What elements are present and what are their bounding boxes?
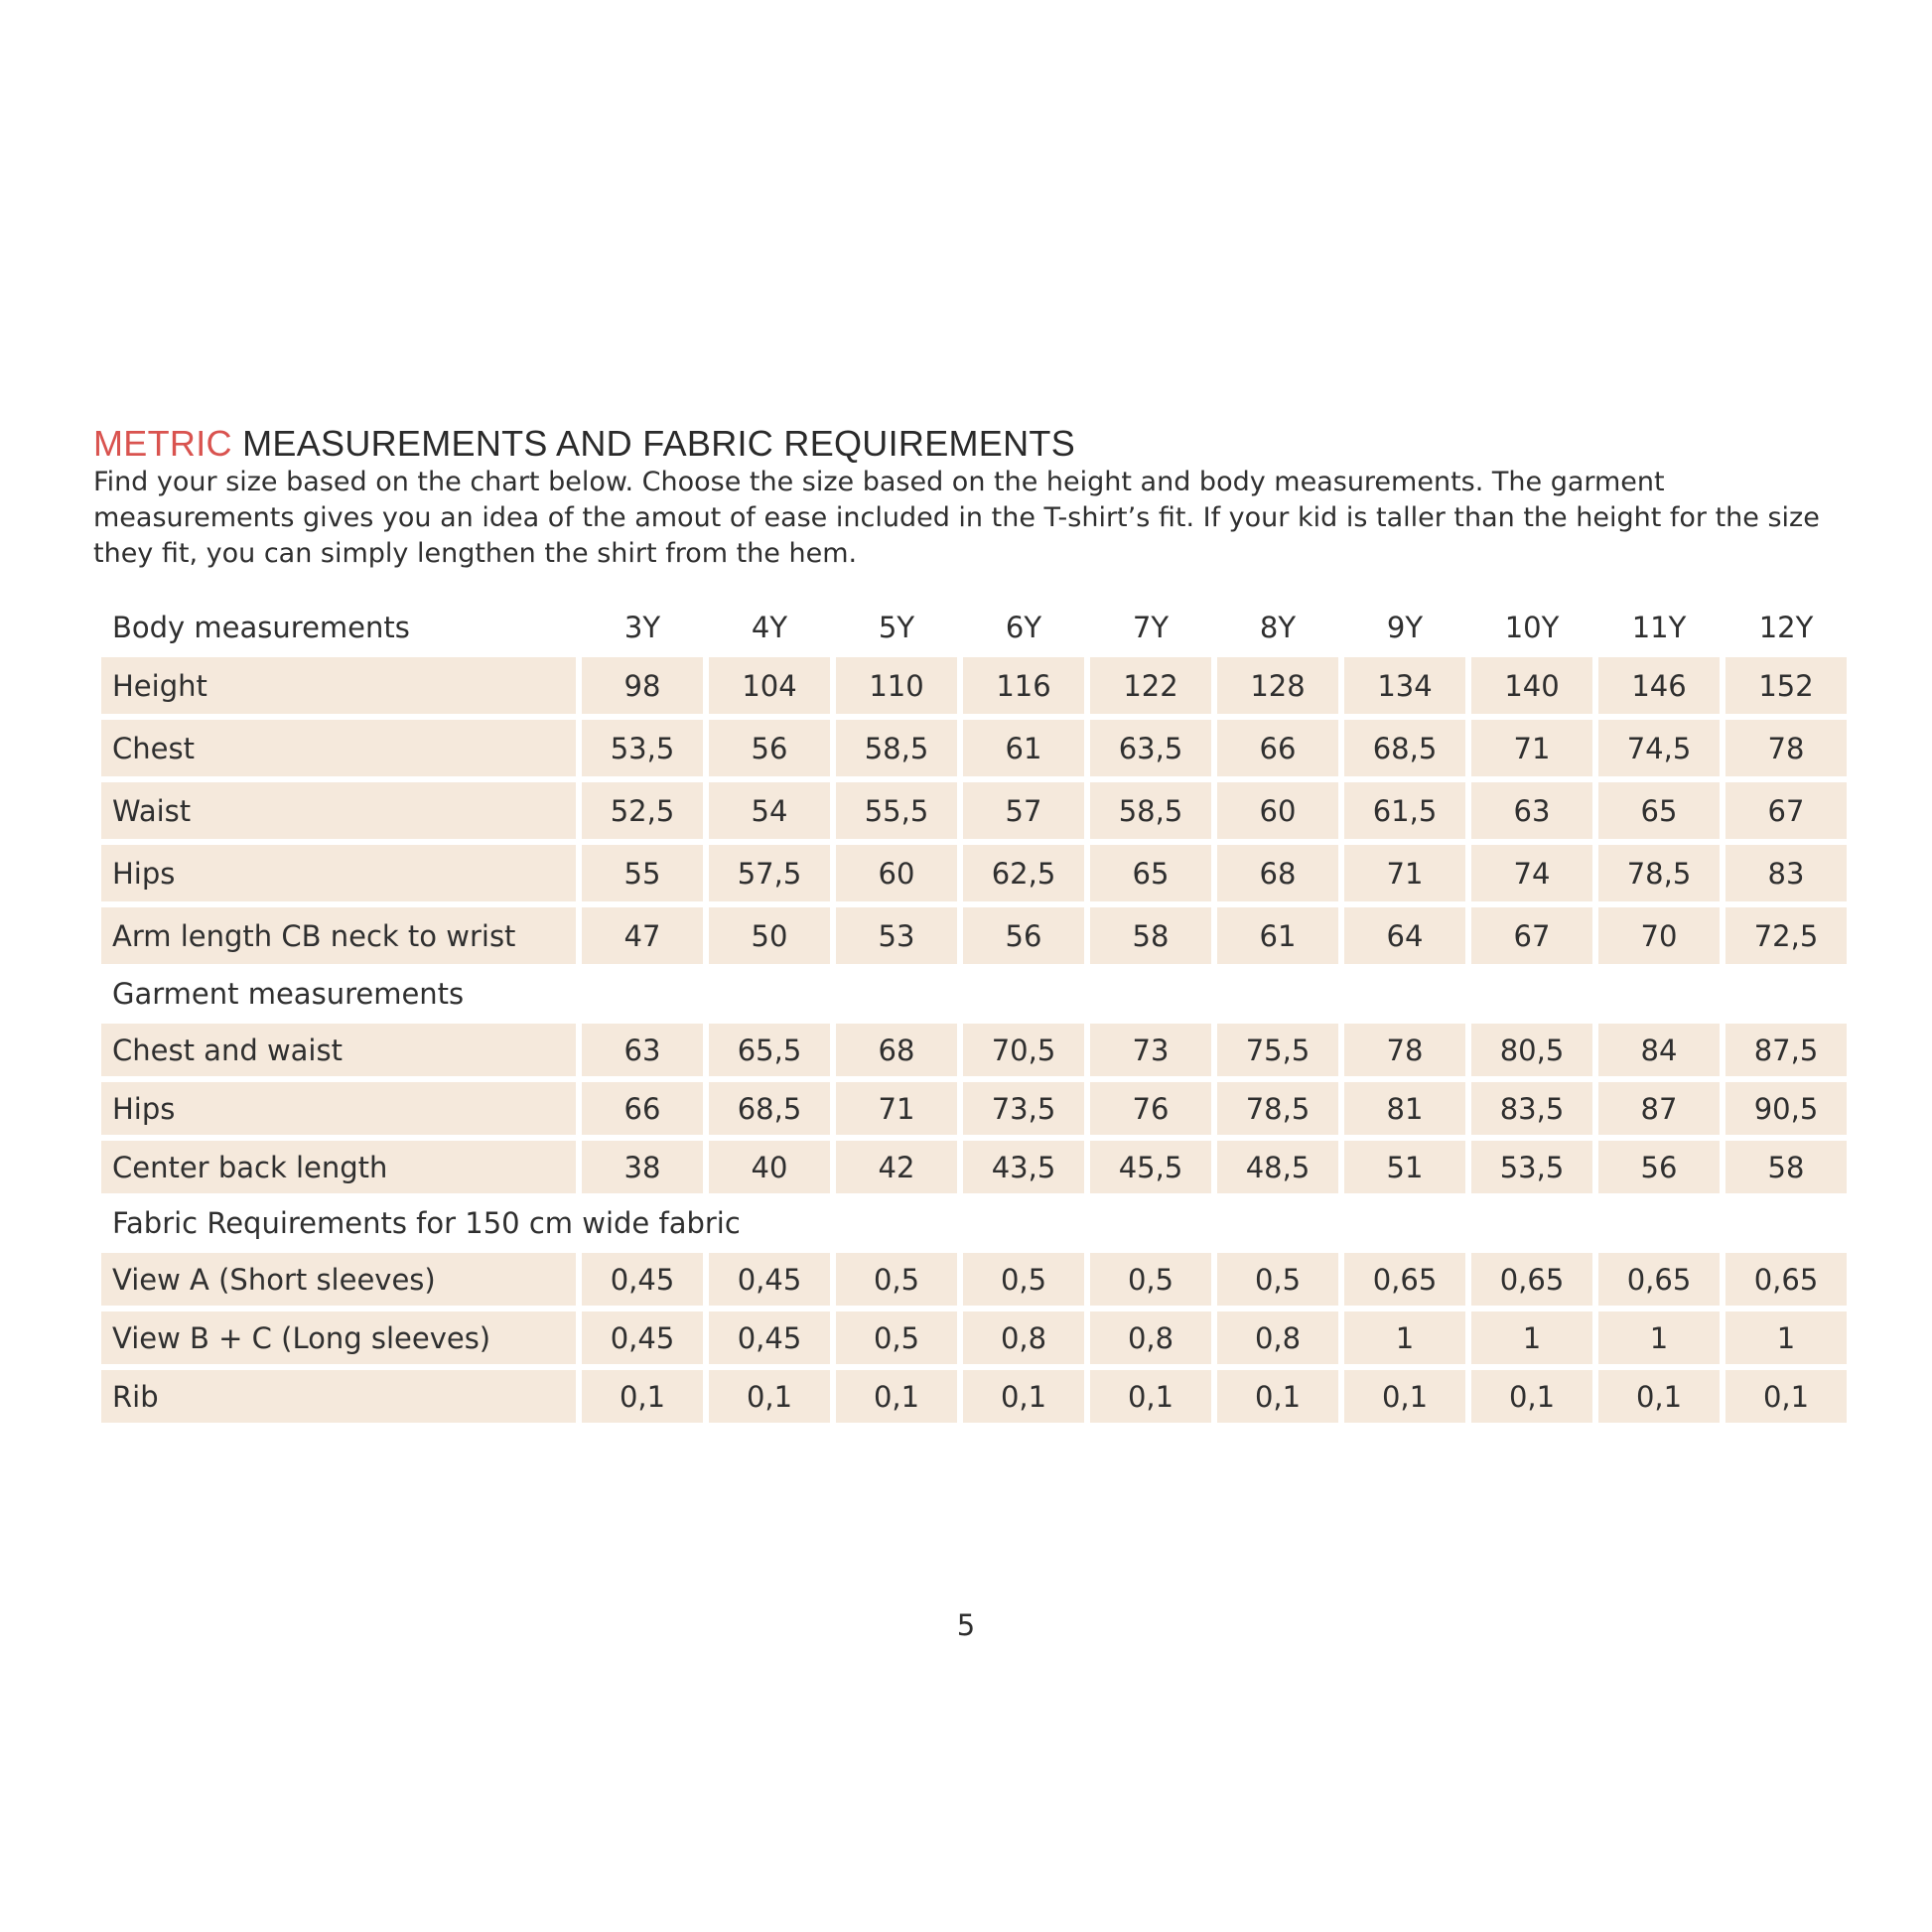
table-cell: 52,5 [582,782,703,839]
table-cell: 63 [1471,782,1592,839]
size-header: 4Y [751,611,788,644]
table-cell: 0,65 [1725,1253,1847,1306]
table-cell: 67 [1471,907,1592,964]
table-cell: 0,45 [582,1253,703,1306]
table-cell: 146 [1598,657,1720,714]
row-label: Hips [101,1082,576,1135]
table-cell: 40 [709,1141,830,1193]
table-cell: 66 [1217,720,1338,776]
table-cell: 87,5 [1725,1024,1847,1076]
table-cell: 66 [582,1082,703,1135]
table-cell: 58 [1725,1141,1847,1193]
table-cell: 0,1 [1598,1370,1720,1423]
table-cell: 75,5 [1217,1024,1338,1076]
size-header: 7Y [1132,611,1170,644]
table-cell: 0,5 [1090,1253,1211,1306]
row-label: Height [101,657,576,714]
table-row-height [101,657,1847,714]
table-cell: 152 [1725,657,1847,714]
table-row-view-a [101,1253,1847,1306]
size-header: 9Y [1386,611,1424,644]
table-cell: 0,1 [1217,1370,1338,1423]
table-cell: 48,5 [1217,1141,1338,1193]
table-cell: 63 [582,1024,703,1076]
table-cell: 65 [1090,845,1211,901]
table-cell: 78 [1344,1024,1465,1076]
table-row-view-b-c [101,1311,1847,1364]
size-header: 8Y [1259,611,1297,644]
row-label: Chest [101,720,576,776]
table-cell: 70,5 [963,1024,1084,1076]
row-label: Waist [101,782,576,839]
size-header: 11Y [1631,611,1687,644]
table-cell: 74 [1471,845,1592,901]
row-label: Arm length CB neck to wrist [101,907,576,964]
table-cell: 140 [1471,657,1592,714]
table-row-rib [101,1370,1847,1423]
table-cell: 0,45 [709,1311,830,1364]
table-row-chest-and-waist [101,1024,1847,1076]
row-label: View B + C (Long sleeves) [101,1311,576,1364]
size-header-row [101,604,1847,651]
table-cell: 104 [709,657,830,714]
section-title-garment: Garment measurements [112,977,465,1011]
table-cell: 0,1 [582,1370,703,1423]
table-cell: 78,5 [1217,1082,1338,1135]
table-cell: 0,65 [1598,1253,1720,1306]
table-cell: 76 [1090,1082,1211,1135]
table-cell: 43,5 [963,1141,1084,1193]
table-row-garment-hips [101,1082,1847,1135]
table-cell: 68,5 [709,1082,830,1135]
table-cell: 0,1 [1344,1370,1465,1423]
row-label: Hips [101,845,576,901]
size-header: 3Y [623,611,661,644]
table-cell: 0,8 [963,1311,1084,1364]
table-cell: 1 [1471,1311,1592,1364]
table-cell: 62,5 [963,845,1084,901]
table-cell: 71 [1471,720,1592,776]
table-cell: 56 [1598,1141,1720,1193]
table-cell: 83,5 [1471,1082,1592,1135]
table-cell: 0,1 [1090,1370,1211,1423]
table-cell: 56 [963,907,1084,964]
table-cell: 55 [582,845,703,901]
table-row-center-back-length [101,1141,1847,1193]
section-row-fabric [101,1199,1847,1247]
table-cell: 53,5 [1471,1141,1592,1193]
table-cell: 55,5 [836,782,957,839]
table-row-arm-length [101,907,1847,964]
section-title-fabric: Fabric Requirements for 150 cm wide fabric [112,1206,741,1240]
table-cell: 73,5 [963,1082,1084,1135]
table-cell: 58,5 [1090,782,1211,839]
table-cell: 64 [1344,907,1465,964]
table-cell: 58,5 [836,720,957,776]
table-row-hips [101,845,1847,901]
table-cell: 98 [582,657,703,714]
table-cell: 60 [1217,782,1338,839]
table-cell: 73 [1090,1024,1211,1076]
table-cell: 1 [1725,1311,1847,1364]
row-label: Center back length [101,1141,576,1193]
table-cell: 0,1 [709,1370,830,1423]
row-label: Chest and waist [101,1024,576,1076]
size-header: 5Y [878,611,915,644]
table-cell: 54 [709,782,830,839]
table-cell: 0,45 [582,1311,703,1364]
page-heading [93,423,1075,465]
intro-paragraph: Find your size based on the chart below. Choose the size based on the height and body measurements. The garment measurements gives you an idea of the amout of ease included in the T-shirt’s fit. If your kid is taller than the height for the size they fit, you can simply lengthen the shirt from the hem. [93,467,1820,569]
table-cell: 57,5 [709,845,830,901]
table-cell: 65 [1598,782,1720,839]
table-cell: 84 [1598,1024,1720,1076]
table-cell: 68 [1217,845,1338,901]
table-cell: 128 [1217,657,1338,714]
table-cell: 53 [836,907,957,964]
size-header: 6Y [1005,611,1042,644]
table-cell: 122 [1090,657,1211,714]
table-cell: 50 [709,907,830,964]
table-cell: 51 [1344,1141,1465,1193]
table-cell: 0,5 [836,1311,957,1364]
row-label: Rib [101,1370,576,1423]
table-cell: 90,5 [1725,1082,1847,1135]
table-cell: 68 [836,1024,957,1076]
table-cell: 53,5 [582,720,703,776]
table-cell: 80,5 [1471,1024,1592,1076]
section-row-garment [101,970,1847,1018]
table-cell: 1 [1344,1311,1465,1364]
table-cell: 0,1 [1471,1370,1592,1423]
table-row-waist [101,782,1847,839]
table-cell: 67 [1725,782,1847,839]
table-cell: 1 [1598,1311,1720,1364]
table-cell: 61 [963,720,1084,776]
table-cell: 42 [836,1141,957,1193]
table-cell: 0,65 [1344,1253,1465,1306]
page-number: 5 [956,1608,976,1642]
table-cell: 38 [582,1141,703,1193]
table-cell: 58 [1090,907,1211,964]
table-cell: 0,5 [836,1253,957,1306]
table-row-chest [101,720,1847,776]
table-cell: 0,65 [1471,1253,1592,1306]
table-cell: 61 [1217,907,1338,964]
table-cell: 0,1 [836,1370,957,1423]
table-cell: 0,5 [1217,1253,1338,1306]
size-header: 10Y [1504,611,1560,644]
table-cell: 68,5 [1344,720,1465,776]
table-cell: 116 [963,657,1084,714]
table-cell: 61,5 [1344,782,1465,839]
table-cell: 78 [1725,720,1847,776]
table-cell: 63,5 [1090,720,1211,776]
table-cell: 0,5 [963,1253,1084,1306]
table-cell: 65,5 [709,1024,830,1076]
table-cell: 0,8 [1090,1311,1211,1364]
table-cell: 47 [582,907,703,964]
table-cell: 0,8 [1217,1311,1338,1364]
table-cell: 72,5 [1725,907,1847,964]
table-cell: 71 [1344,845,1465,901]
table-cell: 56 [709,720,830,776]
size-chart-table [95,598,1853,1429]
table-cell: 57 [963,782,1084,839]
table-cell: 70 [1598,907,1720,964]
table-cell: 45,5 [1090,1141,1211,1193]
heading-accent: METRIC [93,423,232,464]
section-title-body: Body measurements [112,611,410,644]
table-cell: 87 [1598,1082,1720,1135]
table-cell: 74,5 [1598,720,1720,776]
table-cell: 60 [836,845,957,901]
table-cell: 134 [1344,657,1465,714]
size-header: 12Y [1758,611,1814,644]
table-cell: 71 [836,1082,957,1135]
table-cell: 83 [1725,845,1847,901]
table-cell: 110 [836,657,957,714]
table-cell: 0,1 [1725,1370,1847,1423]
heading-text: MEASUREMENTS AND FABRIC REQUIREMENTS [242,423,1076,464]
table-cell: 78,5 [1598,845,1720,901]
table-cell: 0,1 [963,1370,1084,1423]
table-cell: 81 [1344,1082,1465,1135]
row-label: View A (Short sleeves) [101,1253,576,1306]
table-cell: 0,45 [709,1253,830,1306]
